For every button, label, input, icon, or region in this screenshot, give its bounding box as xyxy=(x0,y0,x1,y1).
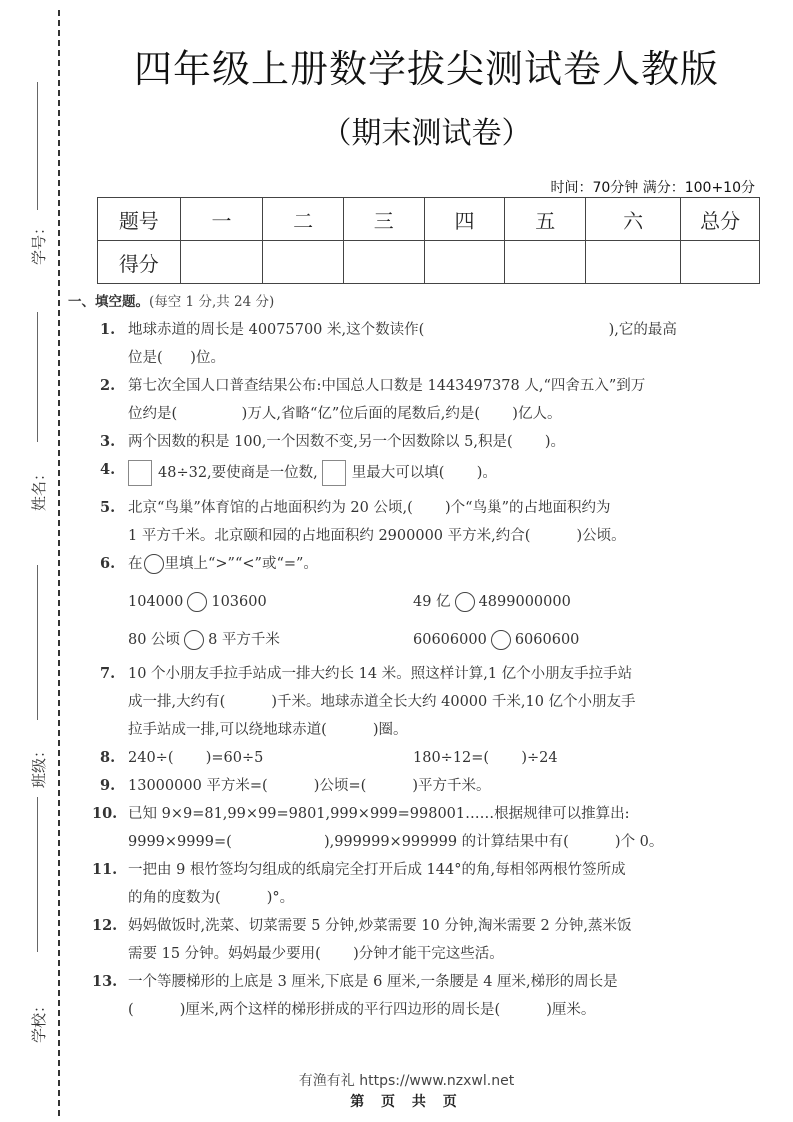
page-number: 第 页 共 页 xyxy=(350,1094,463,1110)
question-text: 里填上“>”“<”或“=”。 xyxy=(164,556,318,572)
compare-item xyxy=(413,592,698,612)
question-number: 10. xyxy=(92,805,118,822)
compare-left: 80 公顷 xyxy=(128,632,181,648)
score-cell[interactable] xyxy=(343,241,424,284)
compare-row xyxy=(128,630,758,650)
answer-box[interactable] xyxy=(322,460,346,486)
score-cell[interactable] xyxy=(681,241,760,284)
question-text-line xyxy=(128,460,758,486)
question-text: 9999×9999=( ),999999×999999 的计算结果中有( )个 0。 xyxy=(128,834,664,850)
compare-right: 8 平方千米 xyxy=(208,632,280,648)
header-cell: 五 xyxy=(505,198,586,241)
question-text: 一个等腰梯形的上底是 3 厘米,下底是 6 厘米,一条腰是 4 厘米,梯形的周长是 xyxy=(128,974,618,990)
exam-meta: 时间：70分钟 满分：100+10分 xyxy=(550,180,755,196)
compare-item xyxy=(128,592,413,612)
compare-right: 6060600 xyxy=(514,632,580,648)
compare-left: 104000 xyxy=(128,594,184,610)
question-11 xyxy=(68,860,758,908)
question-text-line xyxy=(128,554,758,574)
question-text: 240÷( )=60÷5 xyxy=(128,750,264,766)
score-table-header-row xyxy=(98,198,760,241)
question-number: 8. xyxy=(100,749,116,766)
question-8 xyxy=(68,748,758,768)
compare-item xyxy=(128,630,413,650)
score-cell[interactable] xyxy=(586,241,681,284)
question-number: 12. xyxy=(92,917,118,934)
question-text: 需要 15 分钟。妈妈最少要用( )分钟才能干完这些活。 xyxy=(128,946,504,962)
compare-left: 49 亿 xyxy=(413,594,451,610)
question-text: 48÷32,要使商是一位数, xyxy=(158,465,318,481)
compare-left: 60606000 xyxy=(413,632,487,648)
header-cell: 二 xyxy=(263,198,344,241)
header-cell: 一 xyxy=(180,198,263,241)
question-text: 180÷12=( )÷24 xyxy=(413,750,558,766)
question-text: 北京“鸟巢”体育馆的占地面积约为 20 公顷,( )个“鸟巢”的占地面积约为 xyxy=(128,500,611,516)
section-heading xyxy=(68,292,758,312)
question-text: 里最大可以填( )。 xyxy=(351,465,497,481)
compare-circle[interactable] xyxy=(455,592,475,612)
question-12 xyxy=(68,916,758,964)
question-text: 妈妈做饭时,洗菜、切菜需要 5 分钟,炒菜需要 10 分钟,淘米需要 2 分钟,蒸米饭 xyxy=(128,918,632,934)
question-text: 两个因数的积是 100,一个因数不变,另一个因数除以 5,积是( )。 xyxy=(128,434,566,450)
question-text: 位约是( )万人,省略“亿”位后面的尾数后,约是( )亿人。 xyxy=(128,406,562,422)
header-cell: 四 xyxy=(424,198,505,241)
score-table-score-row xyxy=(98,241,760,284)
question-text: 在 xyxy=(128,556,143,572)
header-cell: 六 xyxy=(586,198,681,241)
compare-right: 103600 xyxy=(211,594,267,610)
section-note: (每空 1 分,共 24 分) xyxy=(149,294,275,310)
question-number: 6. xyxy=(100,555,116,572)
school-line[interactable] xyxy=(37,797,38,952)
compare-right: 4899000000 xyxy=(478,594,571,610)
section-title: 一、填空题。 xyxy=(68,294,149,310)
question-5 xyxy=(68,498,758,546)
question-text: 地球赤道的周长是 40075700 米,这个数读作( ),它的最高 xyxy=(128,322,677,338)
question-text: 10 个小朋友手拉手站成一排大约长 14 米。照这样计算,1 亿个小朋友手拉手站 xyxy=(128,666,633,682)
name-label: 姓名： xyxy=(30,465,49,512)
circle-icon xyxy=(144,554,164,574)
question-number: 3. xyxy=(100,433,116,450)
question-6 xyxy=(68,554,758,650)
score-cell[interactable] xyxy=(505,241,586,284)
score-table xyxy=(97,197,760,284)
question-number: 4. xyxy=(100,461,116,478)
compare-circle[interactable] xyxy=(184,630,204,650)
question-number: 11. xyxy=(92,861,118,878)
question-9 xyxy=(68,776,758,796)
watermark-text: 有渔有礼 https://www.nzxwl.net xyxy=(298,1073,515,1089)
question-number: 1. xyxy=(100,321,116,338)
question-text: 已知 9×9=81,99×99=9801,999×999=998001……根据规律可以推算出: xyxy=(128,806,630,822)
row-label-cell: 得分 xyxy=(98,241,181,284)
question-3 xyxy=(68,432,758,452)
header-cell: 总分 xyxy=(681,198,760,241)
page-subtitle: （期末测试卷） xyxy=(321,116,532,151)
header-cell: 题号 xyxy=(98,198,181,241)
question-1 xyxy=(68,320,758,368)
question-text: 1 平方千米。北京颐和园的占地面积约 2900000 平方米,约合( )公顷。 xyxy=(128,528,626,544)
question-number: 7. xyxy=(100,665,116,682)
question-text: ( )厘米,两个这样的梯形拼成的平行四边形的周长是( )厘米。 xyxy=(128,1002,596,1018)
question-text: 成一排,大约有( )千米。地球赤道全长大约 40000 千米,10 亿个小朋友手 xyxy=(128,694,636,710)
question-text: 13000000 平方米=( )公顷=( )平方千米。 xyxy=(128,778,491,794)
name-line[interactable] xyxy=(37,312,38,442)
question-text: 一把由 9 根竹签均匀组成的纸扇完全打开后成 144°的角,每相邻两根竹签所成 xyxy=(128,862,626,878)
question-2 xyxy=(68,376,758,424)
question-4 xyxy=(68,460,758,486)
compare-circle[interactable] xyxy=(187,592,207,612)
question-number: 5. xyxy=(100,499,116,516)
compare-circle[interactable] xyxy=(491,630,511,650)
question-area xyxy=(68,292,758,1028)
question-text: 拉手站成一排,可以绕地球赤道( )圈。 xyxy=(128,722,408,738)
compare-item xyxy=(413,630,698,650)
score-cell[interactable] xyxy=(263,241,344,284)
question-text: 位是( )位。 xyxy=(128,350,225,366)
student-number-label: 学号： xyxy=(30,219,49,266)
question-number: 2. xyxy=(100,377,116,394)
question-13 xyxy=(68,972,758,1020)
question-text: 第七次全国人口普查结果公布:中国总人口数是 1443497378 人,“四舍五入”到万 xyxy=(128,378,646,394)
compare-row xyxy=(128,592,758,612)
question-text: 的角的度数为( )°。 xyxy=(128,890,295,906)
class-label: 班级： xyxy=(30,742,49,789)
header-cell: 三 xyxy=(343,198,424,241)
page-title: 四年级上册数学拔尖测试卷人教版 xyxy=(133,47,719,91)
question-number: 13. xyxy=(92,973,118,990)
score-cell[interactable] xyxy=(180,241,263,284)
question-7 xyxy=(68,664,758,740)
question-10 xyxy=(68,804,758,852)
question-number: 9. xyxy=(100,777,116,794)
class-line[interactable] xyxy=(37,565,38,720)
school-label: 学校： xyxy=(30,997,49,1044)
binding-dashed-line xyxy=(58,10,60,1116)
score-cell[interactable] xyxy=(424,241,505,284)
answer-box[interactable] xyxy=(128,460,152,486)
question-8-cols xyxy=(128,748,758,768)
